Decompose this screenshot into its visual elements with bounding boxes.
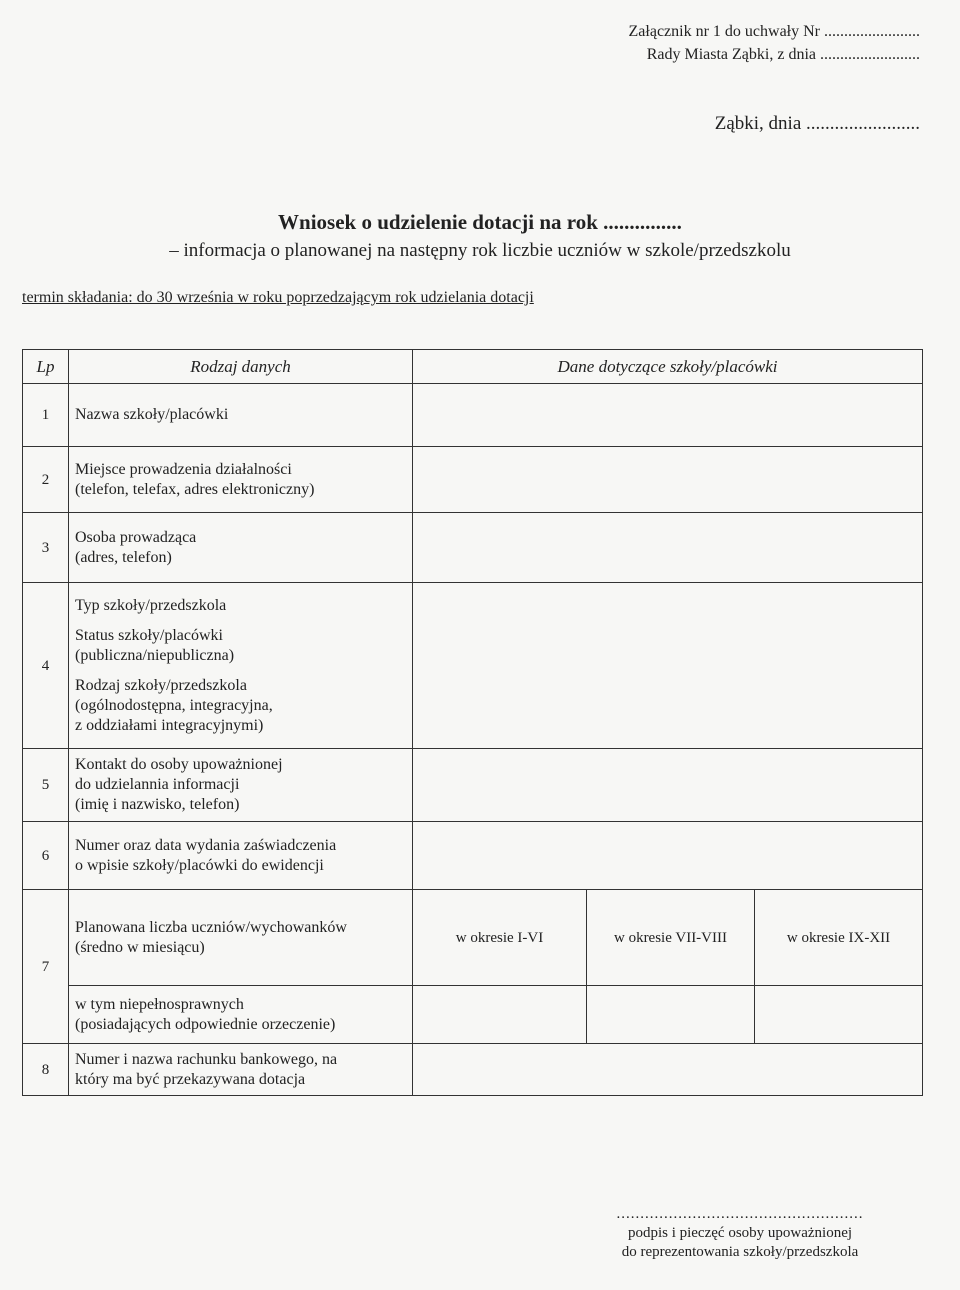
signature-line: .................................................... — [616, 1206, 864, 1222]
form-subtitle: – informacja o planowanej na następny rok liczbie uczniów w szkole/przedszkolu — [169, 240, 791, 261]
signature-caption-line-2: do reprezentowania szkoły/przedszkola — [621, 1244, 859, 1260]
disabled-cell-i-vi[interactable] — [413, 986, 587, 1044]
form-title: Wniosek o udzielenie dotacji na rok ............... — [278, 210, 682, 234]
period-label-vii-viii: w okresie VII-VIII — [613, 929, 727, 946]
table-row — [23, 822, 923, 890]
period-label-ix-xii: w okresie IX-XII — [786, 929, 891, 946]
header-school-data: Dane dotyczące szkoły/placówki — [413, 350, 923, 384]
application-table — [22, 349, 924, 1091]
sub-label-school-status: Status szkoły/placówki (publiczna/niepubliczna) — [75, 626, 235, 664]
annex-reference — [629, 20, 920, 66]
row-number: 1 — [23, 384, 69, 447]
disabled-cell-vii-viii[interactable] — [587, 986, 755, 1044]
submission-deadline: termin składania: do 30 września w roku poprzedzającym rok udzielania dotacji — [22, 289, 534, 306]
row-number: 6 — [23, 822, 69, 890]
row-label-school-type-status — [69, 583, 413, 749]
row-label-bank-account: Numer i nazwa rachunku bankowego, na który ma być przekazywana dotacja — [69, 1044, 413, 1096]
sub-label-school-type: Typ szkoły/przedszkola — [75, 596, 227, 614]
row-label-registry-certificate: Numer oraz data wydania zaświadczenia o wpisie szkoły/placówki do ewidencji — [69, 822, 413, 890]
table-row — [23, 1044, 923, 1096]
row-label-operator: Osoba prowadząca (adres, telefon) — [69, 513, 413, 583]
row-number: 7 — [23, 890, 69, 1044]
table-row — [23, 749, 923, 822]
disabled-cell-ix-xii[interactable] — [755, 986, 923, 1044]
row-number: 5 — [23, 749, 69, 822]
row-label-school-name: Nazwa szkoły/placówki — [69, 384, 413, 447]
row-label-planned-students: Planowana liczba uczniów/wychowanków (średno w miesiącu) — [69, 890, 413, 986]
table-row — [23, 583, 923, 749]
value-cell-location[interactable] — [413, 447, 923, 513]
table-row — [23, 890, 923, 986]
period-cell-i-vi[interactable] — [413, 890, 587, 986]
signature-block — [590, 1205, 890, 1262]
value-cell-contact[interactable] — [413, 749, 923, 822]
header-data-type: Rodzaj danych — [69, 350, 413, 384]
annex-line-1: Załącznik nr 1 do uchwały Nr ........................ — [628, 23, 920, 40]
value-cell-registry-certificate[interactable] — [413, 822, 923, 890]
value-cell-school-name[interactable] — [413, 384, 923, 447]
table-row — [23, 384, 923, 447]
row-number: 2 — [23, 447, 69, 513]
value-cell-school-type-status[interactable] — [413, 583, 923, 749]
row-number: 8 — [23, 1044, 69, 1096]
table-row — [23, 513, 923, 583]
place-date: Ząbki, dnia ........................ — [714, 113, 920, 134]
annex-line-2: Rady Miasta Ząbki, z dnia ......................... — [646, 46, 920, 63]
row-label-location: Miejsce prowadzenia działalności (telefon, telefax, adres elektroniczny) — [69, 447, 413, 513]
value-cell-operator[interactable] — [413, 513, 923, 583]
table-header-row — [23, 350, 923, 384]
value-cell-bank-account[interactable] — [413, 1044, 923, 1096]
table-row — [23, 986, 923, 1044]
row-number: 3 — [23, 513, 69, 583]
signature-caption-line-1: podpis i pieczęć osoby upoważnionej — [627, 1225, 853, 1241]
row-label-disabled-students: w tym niepełnosprawnych (posiadających odpowiednie orzeczenie) — [69, 986, 413, 1044]
period-cell-ix-xii[interactable] — [755, 890, 923, 986]
sub-label-school-kind: Rodzaj szkoły/przedszkola (ogólnodostępna, integracyjna, z oddziałami integracyjnymi) — [75, 676, 273, 734]
period-label-i-vi: w okresie I-VI — [455, 929, 544, 946]
row-label-contact: Kontakt do osoby upoważnionej do udzielannia informacji (imię i nazwisko, telefon) — [69, 749, 413, 822]
header-lp: Lp — [23, 350, 69, 384]
row-number: 4 — [23, 583, 69, 749]
table-row — [23, 447, 923, 513]
period-cell-vii-viii[interactable] — [587, 890, 755, 986]
